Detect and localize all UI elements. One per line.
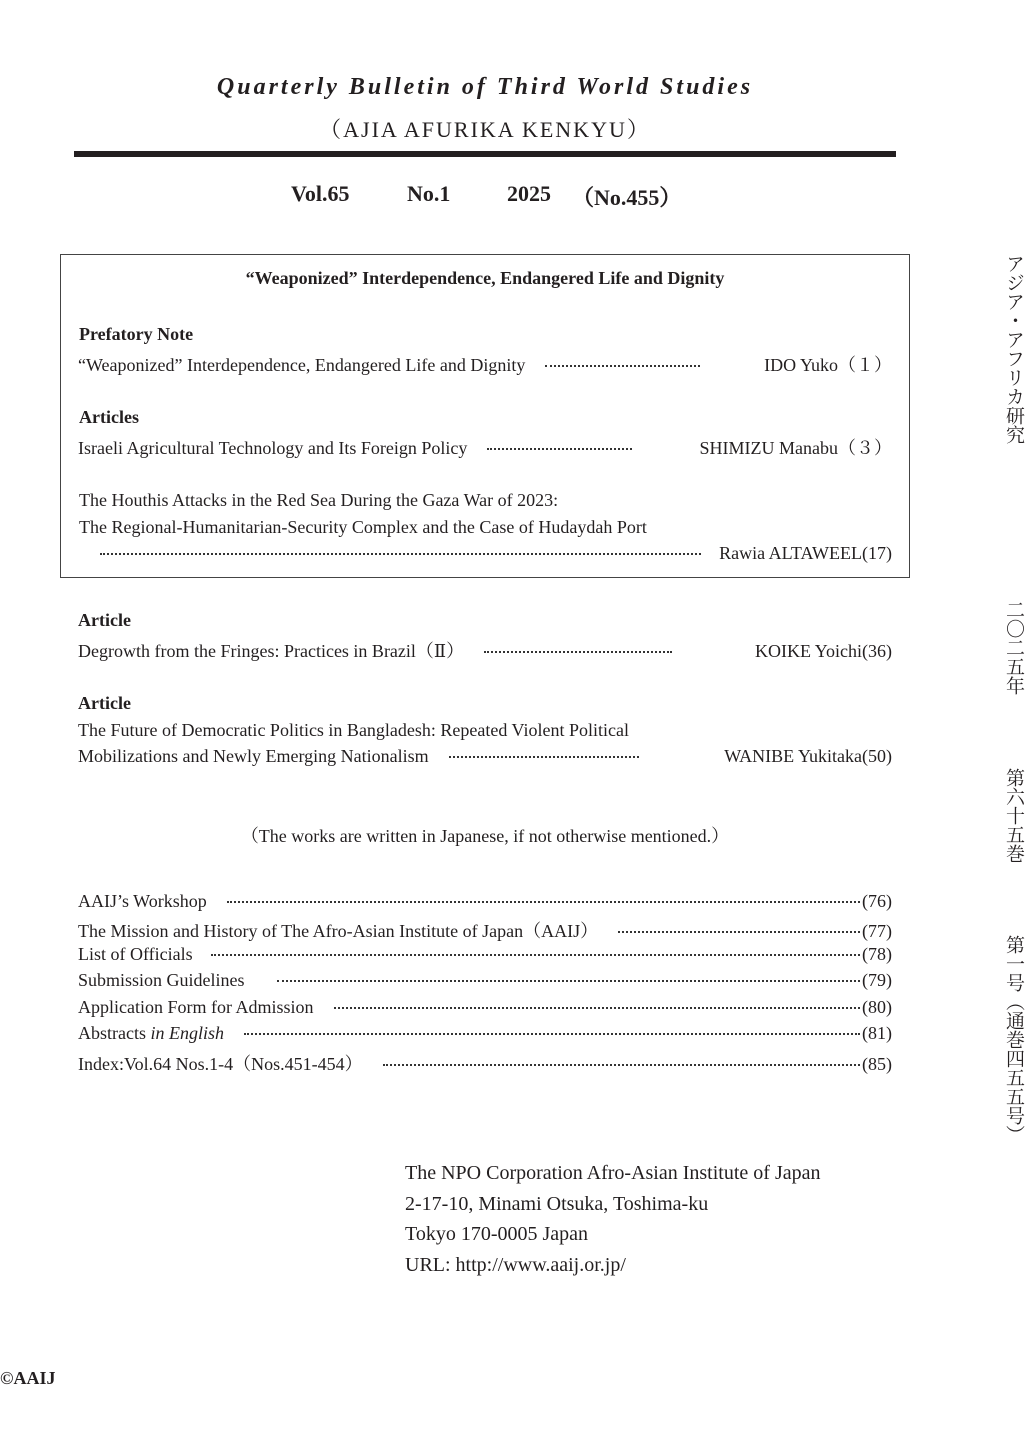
- toc-entry-application[interactable]: [78, 997, 892, 1018]
- dot-leader: [383, 1064, 860, 1066]
- dot-leader: [484, 651, 672, 653]
- toc-entry-officials[interactable]: [78, 944, 892, 965]
- entry-author: SHIMIZU Manabu: [699, 438, 838, 458]
- toc-entry-index[interactable]: [78, 1050, 892, 1076]
- dot-leader: [487, 448, 632, 450]
- toc-entry-guidelines[interactable]: [78, 970, 892, 991]
- entry-title: “Weaponized” Interdependence, Endangered Life and Dignity: [78, 355, 526, 375]
- entry-author: IDO Yuko: [764, 355, 838, 375]
- entry-title: Degrowth from the Fringes: Practices in Brazil（Ⅱ）: [78, 641, 465, 661]
- copyright-mark: ©AAIJ: [0, 1368, 56, 1388]
- language-note: （The works are written in Japanese, if not otherwise mentioned.）: [240, 826, 730, 846]
- issue-serial: （No.455）: [572, 185, 682, 210]
- article-2-title-line-1: The Houthis Attacks in the Red Sea During the Gaza War of 2023:: [79, 490, 559, 510]
- entry-page: (77): [862, 921, 892, 941]
- toc-entry-workshop[interactable]: [78, 891, 892, 912]
- entry-page: (79): [862, 970, 892, 990]
- publisher-address-line-1: 2-17-10, Minami Otsuka, Toshima-ku: [405, 1193, 709, 1215]
- spine-year: 二〇二五年: [1003, 600, 1025, 695]
- article-heading-1: Article: [78, 610, 131, 630]
- entry-title: Submission Guidelines: [78, 970, 245, 990]
- toc-entry-article-2[interactable]: [78, 543, 892, 564]
- dot-leader: [227, 901, 860, 903]
- issue-volume: Vol.65: [291, 181, 350, 206]
- special-feature-title: “Weaponized” Interdependence, Endangered Life and Dignity: [245, 268, 725, 288]
- dot-leader: [244, 1033, 860, 1035]
- toc-entry-article-4[interactable]: [78, 746, 892, 767]
- dot-leader: [545, 365, 700, 367]
- entry-page: （３）: [838, 438, 892, 458]
- header-rule: [74, 151, 896, 157]
- article-2-title-line-2: The Regional-Humanitarian-Security Complex and the Case of Hudaydah Port: [79, 517, 647, 537]
- dot-leader: [618, 931, 860, 933]
- publisher-address-line-2: Tokyo 170-0005 Japan: [405, 1223, 589, 1245]
- entry-author: Rawia ALTAWEEL: [719, 543, 862, 563]
- article-heading-2: Article: [78, 693, 131, 713]
- publisher-name: The NPO Corporation Afro-Asian Institute of Japan: [405, 1162, 821, 1184]
- entry-title: Index:Vol.64 Nos.1-4（Nos.451-454）: [78, 1054, 363, 1074]
- spine-number: 第一号（通巻四五五号）: [1003, 935, 1025, 1144]
- entry-title: Israeli Agricultural Technology and Its Foreign Policy: [78, 438, 468, 458]
- entry-page: （１）: [838, 355, 892, 375]
- spine-volume: 第六十五巻: [1003, 768, 1025, 863]
- dot-leader: [277, 980, 860, 982]
- spine-journal-name: アジア・アフリカ研究: [1003, 254, 1025, 444]
- toc-entry-article-1[interactable]: [78, 434, 892, 460]
- entry-page: (85): [862, 1054, 892, 1074]
- entry-page: (81): [862, 1023, 892, 1043]
- entry-title: The Mission and History of The Afro-Asian Institute of Japan（AAIJ）: [78, 921, 599, 941]
- prefatory-heading: Prefatory Note: [79, 324, 194, 344]
- dot-leader: [211, 954, 860, 956]
- entry-title: List of Officials: [78, 944, 193, 964]
- toc-entry-mission[interactable]: [78, 917, 892, 943]
- articles-heading: Articles: [79, 407, 139, 427]
- journal-title: Quarterly Bulletin of Third World Studies: [216, 74, 754, 100]
- toc-entry-prefatory[interactable]: [78, 351, 892, 377]
- entry-title-italic: in English: [150, 1023, 224, 1043]
- dot-leader: [100, 553, 701, 555]
- article-4-title-line-1: The Future of Democratic Politics in Bangladesh: Repeated Violent Political: [78, 720, 629, 740]
- entry-title: Mobilizations and Newly Emerging Nationalism: [78, 746, 429, 766]
- entry-page: (78): [862, 944, 892, 964]
- entry-page: (50): [862, 746, 892, 766]
- entry-title: Application Form for Admission: [78, 997, 314, 1017]
- entry-title: AAIJ’s Workshop: [78, 891, 207, 911]
- dot-leader: [449, 756, 639, 758]
- entry-page: (36): [862, 641, 892, 661]
- entry-page: (76): [862, 891, 892, 911]
- toc-entry-article-3[interactable]: [78, 637, 892, 663]
- publisher-url: URL: http://www.aaij.or.jp/: [405, 1254, 626, 1276]
- issue-number: No.1: [407, 181, 451, 206]
- entry-page: (80): [862, 997, 892, 1017]
- entry-title: Abstracts in English: [78, 1023, 224, 1043]
- issue-year: 2025: [507, 181, 551, 206]
- entry-author: KOIKE Yoichi: [754, 641, 862, 661]
- entry-page: (17): [862, 543, 892, 563]
- journal-subtitle: （AJIA AFURIKA KENKYU）: [319, 117, 651, 142]
- dot-leader: [334, 1007, 861, 1009]
- toc-entry-abstracts[interactable]: [78, 1023, 892, 1044]
- entry-author: WANIBE Yukitaka: [724, 746, 862, 766]
